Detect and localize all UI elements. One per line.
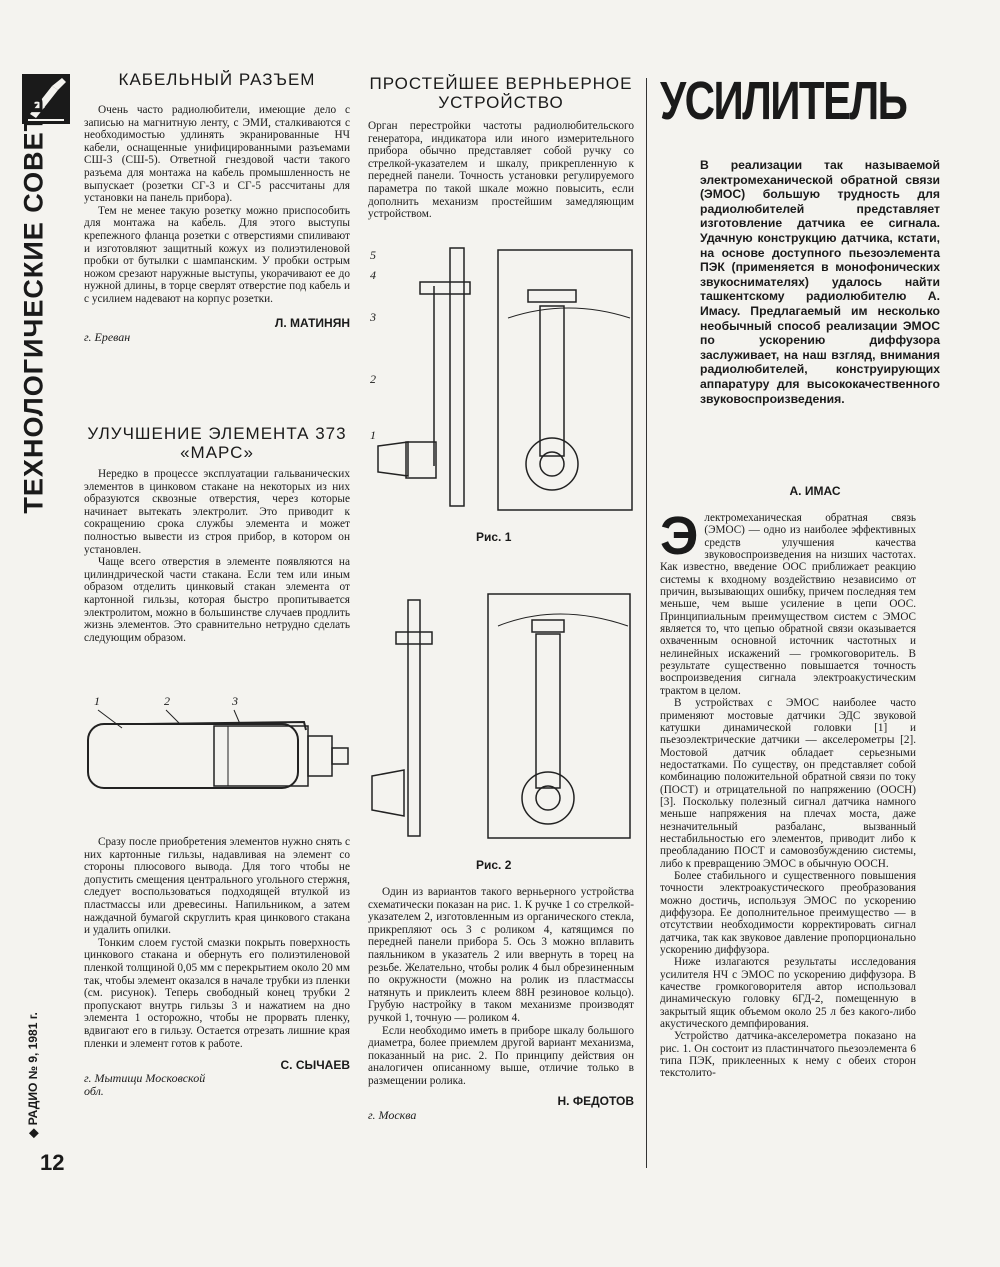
figure-label: 2 <box>164 694 170 708</box>
paragraph: Тем не менее такую розетку можно приспособить для монтажа на кабель. Для этого выступы крепежного фланца розетки с отверстиями спиливают и изготовляют защитный кожух из полиэтиленовой пробки от бутылки с шампанским. У пробки острым ножом срезают наружные выступы, укорачивают ее до нужной длины, в торце сверлят отверстие под кабель и с усилием надевают на корпус розетки. <box>84 204 350 305</box>
article-body <box>84 468 350 644</box>
section-title-text: ТЕХНОЛОГИЧЕСКИЕ СОВЕТЫ <box>18 86 49 514</box>
paragraph: Ниже излагаются результаты исследования усилителя НЧ с ЭМОС по ускорению диффузора. В качестве громкоговорителя автор использовал динамическую головку 6ГД-2, помещенную в закрытый ящик объемом около 25 л без какого-либо акустического демпфирования. <box>660 956 916 1031</box>
author: С. СЫЧАЕВ <box>280 1058 350 1073</box>
figure-caption: Рис. 1 <box>476 530 512 544</box>
article-title: УСИЛИТЕЛЬ <box>660 71 907 131</box>
section-title <box>12 86 56 514</box>
vernier-drawing-1 <box>368 246 636 526</box>
column-divider <box>646 78 647 1168</box>
paragraph: Более стабильного и существенного повышения точности электроакустического преобразования можно достичь, используя ЭМОС по ускорению диффузора. Ее дополнительное преимущество — в отсутствии необходимости корректировать сигнал датчика, так как звуковое давление пропорционально ускорению диффузора. <box>660 869 916 957</box>
article-mars-element <box>84 424 350 644</box>
article-vernier-continued <box>368 886 634 1123</box>
article-lead <box>700 158 940 406</box>
author: Л. МАТИНЯН <box>274 315 350 330</box>
city: г. Москва <box>368 1107 417 1122</box>
vernier-drawing-2 <box>368 590 636 850</box>
paragraph: Чаще всего отверстия в элементе появляются на цилиндрической части стакана. Если тем или иным образом отделить цинковый стакан элемента от картонной гильзы, которая быстро пропитывается электролитом, можно в большинстве случаев продлить жизнь элементов. Это сравнительно нетрудно сделать следующим образом. <box>84 556 350 644</box>
article-cable-connector <box>84 70 350 345</box>
city: г. Ереван <box>84 329 131 344</box>
author: А. ИМАС <box>789 484 841 498</box>
figure-2 <box>368 590 636 880</box>
article-title: КАБЕЛЬНЫЙ РАЗЪЕМ <box>118 70 316 89</box>
figure-label: 4 <box>370 268 376 282</box>
paragraph: В устройствах с ЭМОС наиболее часто применяют мостовые датчики ЭДС звуковой катушки динамической головки [1] и пьезоэлектрические датчики — акселерометры [2]. Мостовой датчик обладает серьезными недостатками. По существу, он представляет собой комбинацию положительной обратной связи по току (ПОСТ) и отрицательной по напряжению (ООСН) [3]. Поскольку полезный сигнал датчика намного меньше напряжения на плечах моста, даже незначительный разбаланс, вызванный нестабильностью его элементов, приводит либо к преобладанию ПОСТ и самовозбуждению системы, либо к превращению ЭМОС в обычную ООСН. <box>660 697 916 870</box>
article-title: ПРОСТЕЙШЕЕ ВЕРНЬЕРНОЕ УСТРОЙСТВО <box>369 74 633 112</box>
paragraph: Очень часто радиолюбители, имеющие дело с записью на магнитную ленту, с ЭМИ, сталкиваются с необходимостью удлинять экранированные НЧ кабели, оснащенные унифицированными разъемами СШ-3 (СШ-5). Ответной гнездовой части такого разъема для монтажа на кабель промышленность не выпускает (розетки СГ-3 и СГ-5 рассчитаны для установки на панель прибора). <box>84 104 350 205</box>
figure-label: 1 <box>370 428 376 442</box>
paragraph: Устройство датчика-акселерометра показано на рис. 1. Он состоит из пластинчатого пьезоэлемента 6 типа ПЭК, приклеенных к нему с обеих сторон текстолито- <box>660 1030 916 1080</box>
city: г. Мытищи Московской обл. <box>84 1071 206 1099</box>
figure-label: 1 <box>94 694 100 708</box>
author: Н. ФЕДОТОВ <box>557 1093 634 1108</box>
drop-cap: Э <box>660 506 699 566</box>
article-intro: Орган перестройки частоты радиолюбительского генератора, индикатора или иного измерительного прибора обычно представляет собой ручку со стрелкой-указателем и шкалу, прикрепленную к передней панели. Точность установки регулируемого параметра по такой шкале можно повысить, если дополнить механизм простейшим замедляющим устройством. <box>368 120 634 221</box>
article-body <box>84 836 350 1050</box>
battery-figure <box>84 694 354 820</box>
article-mars-element-continued <box>84 836 350 1098</box>
paragraph: Сразу после приобретения элементов нужно снять с них картонные гильзы, надавливая на элемент со стороны плюсового вывода. Для того чтобы не допустить смещения центрального угольного стержня, следует воспользоваться подходящей втулкой из пластмассы или древесины. Напильником, а затем наждачной бумагой скруглить края цинкового стакана и удалить опилки. <box>84 836 350 937</box>
page-number: 12 <box>40 1150 65 1175</box>
issue-label <box>18 1000 48 1150</box>
issue-text: ◆ РАДИО № 9, 1981 г. <box>26 1012 40 1138</box>
article-body <box>84 104 350 306</box>
paragraph: лектромеханическая обратная связь (ЭМОС) — одно из наиболее эффективных средств улучшения качества звуковоспроизведения на низших частотах. Как известно, введение ООС приближает реакцию системы к входному воздействию независимо от причин, вызывающих ошибку, причем последняя тем меньше, чем выше усиление в цепи ООС. Принципиальным преимуществом систем с ЭМОС является то, что цепью обратной связи оказывается охваченным основной источник частотных и нелинейных искажений — громкоговоритель. В результате существенно повышается точность воспроизведения сигнала электроакустическим трактом в целом. <box>660 512 916 697</box>
article-amplifier-body <box>660 506 916 1080</box>
figure-label: 3 <box>232 694 238 708</box>
figure-1 <box>368 246 636 546</box>
article-vernier <box>368 74 634 221</box>
paragraph: Нередко в процессе эксплуатации гальванических элементов в цинковом стакане на некоторых из них образуются сквозные отверстия, через которые начинает вытекать электролит. Это приводит к сокращению срока службы элемента и может полностью вывести из строя прибор, в котором он установлен. <box>84 468 350 556</box>
figure-label: 3 <box>370 310 376 324</box>
figure-label: 5 <box>370 248 376 262</box>
article-title: УЛУЧШЕНИЕ ЭЛЕМЕНТА 373 «МАРС» <box>87 424 347 462</box>
article-body <box>368 886 634 1088</box>
paragraph: Если необходимо иметь в приборе шкалу большого диаметра, более приемлем другой вариант механизма, показанный на рис. 2. По принципу действия он аналогичен описанному выше, отличие только в размещении ролика. <box>368 1024 634 1087</box>
paragraph: Тонким слоем густой смазки покрыть поверхность цинкового стакана и обернуть его полиэтиленовой пленкой толщиной 0,05 мм с перекрытием около 20 мм так, чтобы элемент оказался в начале трубки из пленки (см. рисунок). Теперь свободный конец трубки 2 пропускают внутрь гильзы 3 и нажатием на дно элемента 1 осторожно, чтобы не прорвать пленку, вдвигают его в гильзу. Остается отрезать лишние края пленки и элемент готов к работе. <box>84 936 350 1050</box>
lead-text: В реализации так называемой электромеханической обратной связи (ЭМОС) большую трудность для радиолюбителей представляет изготовление датчика ее сигнала. Удачную конструкцию датчика, кстати, на основе доступного пьезоэлемента ПЭК (применяется в монофонических звукоснимателях) удалось найти ташкентскому радиолюбителю А. Имасу. Предлагаемый им несколько необычный способ реализации ЭМОС по ускорению диффузора заслуживает, на наш взгляд, внимания радиолюбителей, конструирующих аппаратуру для высококачественного звуковоспроизведения. <box>700 158 940 406</box>
article-amplifier <box>660 70 990 132</box>
paragraph: Один из вариантов такого верньерного устройства схематически показан на рис. 1. К ручке 1 со стрелкой-указателем 2, изготовленным из органического стекла, прикрепляют ось 3 с роликом 4, катящимся по передней панели прибора 5. Ось 3 можно вплавить паяльником в указатель 2 или ввернуть в торец на резьбе. Желательно, чтобы ролик 4 был обрезиненным по окружности (можно на ролик из пластмассы натянуть и приклеить клеем 88Н резиновое кольцо). Грубую настройку в таком механизме производят ручкой 1, точную — роликом 4. <box>368 886 634 1024</box>
battery-drawing <box>84 700 354 820</box>
figure-caption: Рис. 2 <box>476 858 512 872</box>
article-body <box>660 506 916 1080</box>
figure-label: 2 <box>370 372 376 386</box>
